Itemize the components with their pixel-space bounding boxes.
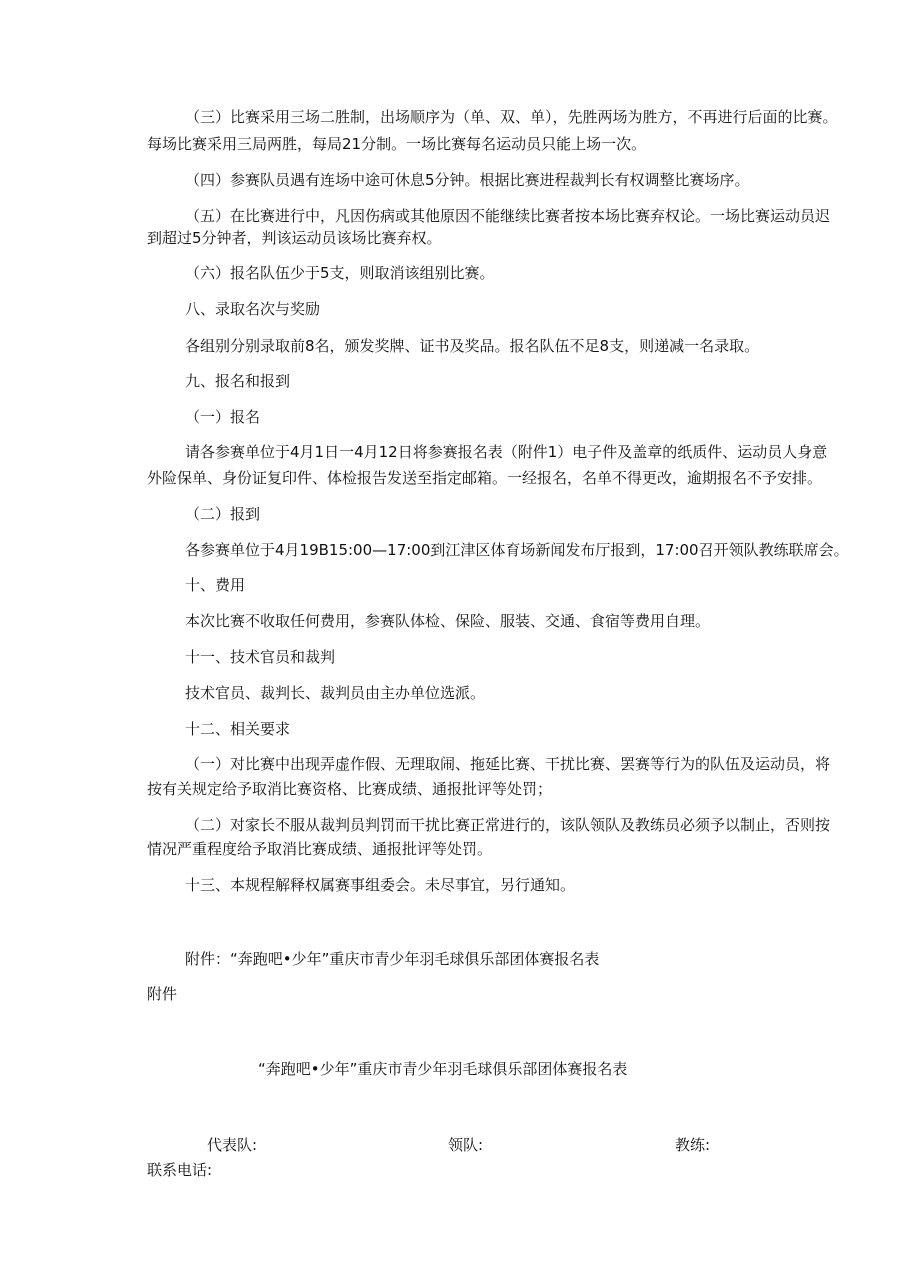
section-12-item-1-line-2: 按有关规定给予取消比赛资格、比赛成绩、通报批评等处罚；: [147, 780, 553, 798]
section-13: 十三、本规程解释权属赛事组委会。未尽事宜，另行通知。: [185, 876, 576, 894]
section-11-heading: 十一、技术官员和裁判: [185, 648, 336, 666]
section-10-heading: 十、费用: [185, 576, 246, 594]
section-11-body: 技术官员、裁判长、裁判员由主办单位选派。: [185, 684, 486, 702]
rule-3-line-2: 每场比赛采用三局两胜，每局21分制。一场比赛每名运动员只能上场一次。: [147, 135, 647, 153]
attachment-note: 附件：“奔跑吧•少年”重庆市青少年羽毛球俱乐部团体赛报名表: [185, 950, 600, 968]
section-9-sub-2: （二）报到: [185, 505, 261, 523]
section-9-heading: 九、报名和报到: [185, 372, 291, 390]
rule-6: （六）报名队伍少于5支，则取消该组别比赛。: [185, 264, 495, 282]
phone-label: 联系电话:: [147, 1161, 213, 1179]
attachment-label: 附件: [147, 985, 178, 1003]
rule-5-line-1: （五）在比赛进行中，凡因伤病或其他原因不能继续比赛者按本场比赛弃权论。一场比赛运动员迟: [185, 207, 831, 225]
rule-4: （四）参赛队员遇有连场中途可休息5分钟。根据比赛进程裁判长有权调整比赛场序。: [185, 171, 750, 189]
section-12-item-1-line-1: （一）对比赛中出现弄虚作假、无理取闹、拖延比赛、干扰比赛、罢赛等行为的队伍及运动员，将: [185, 755, 831, 773]
section-12-item-2-line-2: 情况严重程度给予取消比赛成绩、通报批评等处罚。: [147, 840, 493, 858]
section-9-sub-1-line-2: 外险保单、身份证复印件、体检报告发送至指定邮箱。一经报名，名单不得更改，逾期报名不予安排。: [147, 469, 823, 487]
section-9-sub-1: （一）报名: [185, 408, 261, 426]
team-label: 代表队:: [207, 1136, 258, 1154]
form-title: “奔跑吧•少年”重庆市青少年羽毛球俱乐部团体赛报名表: [258, 1060, 628, 1078]
section-9-sub-1-line-1: 请各参赛单位于4月1日一4月12日将参赛报名表（附件1）电子件及盖章的纸质件、运动员人身意: [185, 443, 828, 461]
leader-label: 领队:: [448, 1136, 484, 1154]
section-12-item-2-line-1: （二）对家长不服从裁判员判罚而干扰比赛正常进行的，该队领队及教练员必须予以制止，否则按: [185, 816, 831, 834]
section-8-heading: 八、录取名次与奖励: [185, 300, 321, 318]
rule-5-line-2: 到超过5分钟者，判该运动员该场比赛弃权。: [147, 229, 442, 247]
section-8-body: 各组别分别录取前8名，颁发奖牌、证书及奖品。报名队伍不足8支，则递减一名录取。: [185, 337, 760, 355]
section-10-body: 本次比赛不收取任何费用，参赛队体检、保险、服装、交通、食宿等费用自理。: [185, 612, 711, 630]
section-9-sub-2-body: 各参赛单位于4月19B15:00—17:00到江津区体育场新闻发布厅报到，17:00召开领队教练联席会。: [185, 541, 849, 559]
rule-3-line-1: （三）比赛采用三场二胜制，出场顺序为（单、双、单），先胜两场为胜方，不再进行后面的比赛。: [185, 108, 838, 126]
coach-label: 教练:: [675, 1136, 711, 1154]
section-12-heading: 十二、相关要求: [185, 720, 291, 738]
